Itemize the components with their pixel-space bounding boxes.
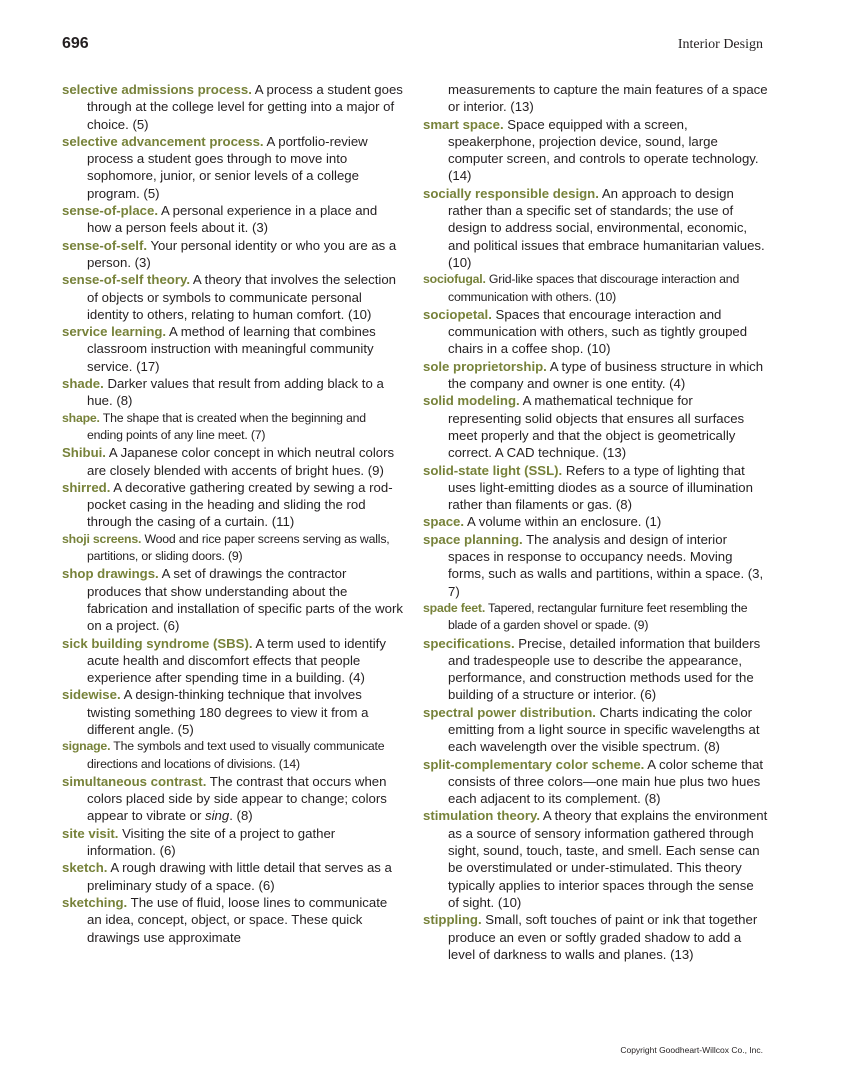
glossary-definition: A design-thinking technique that involves twisting something 180 degrees to view it from a different angle. (5) [87,687,369,737]
glossary-entry [62,81,404,133]
glossary-term: shape. [62,410,100,425]
glossary-term: simultaneous contrast. [62,773,207,789]
glossary-definition: A portfolio-review process a student goes through to move into sophomore, junior, or senior levels of a college program. (5) [87,133,368,201]
glossary-definition: Visiting the site of a project to gather information. (6) [87,825,336,859]
glossary-entry [423,116,768,185]
glossary-definition: Space equipped with a screen, speakerphone, projection device, sound, large computer screen, and controls to operate technology. (14) [448,116,759,184]
glossary-term: spectral power distribution. [423,704,596,720]
glossary-term: shoji screens. [62,531,142,546]
glossary-term: sidewise. [62,687,121,703]
glossary-entry [62,375,404,410]
glossary-entry [423,635,768,704]
glossary-definition: An approach to design rather than a specific set of standards; the use of design to address social, environmental, economic, and political issues that embrace humanitarian values. (10) [448,185,765,270]
glossary-definition: A personal experience in a place and how a person feels about it. (3) [87,203,378,236]
glossary-entry [423,756,768,808]
glossary-entry [423,600,768,635]
glossary-term: space planning. [423,531,523,547]
glossary-term: selective admissions process. [62,82,252,97]
glossary-definition: Precise, detailed information that builders and tradespeople use to describe the appearance, performance, and construction methods used for the building of a structure or interior. (6) [448,635,761,703]
glossary-entry [423,513,768,530]
glossary-definition: A theory that explains the environment as a source of sensory information gathered through sight, sound, touch, taste, and smell. Each sense can be overstimulated or under-stimulated. This theory typically applies to interior spaces through the sense of sight. (10) [448,808,768,910]
glossary-entry [62,894,404,946]
glossary-entry [62,133,404,202]
glossary-entry [423,306,768,358]
glossary-entry [62,323,404,375]
glossary-entry [423,807,768,911]
glossary-term: stimulation theory. [423,808,540,824]
glossary-definition: Wood and rice paper screens serving as walls, partitions, or sliding doors. (9) [87,531,390,564]
glossary-entry [62,410,404,445]
glossary-entry [62,479,404,531]
glossary-term: service learning. [62,324,167,340]
glossary-term: selective advancement process. [62,133,264,149]
glossary-entry [423,185,768,271]
glossary-entry [62,444,404,479]
page-number: 696 [62,35,89,52]
glossary-term: site visit. [62,825,119,841]
glossary-definition: A decorative gathering created by sewing a rod-pocket casing in the heading and sliding the rod through the casing of a curtain. (11) [87,479,393,530]
running-head: Interior Design [677,37,763,52]
glossary-entry [62,686,404,738]
glossary-term: sense-of-self theory. [62,272,190,288]
glossary-term: split-complementary color scheme. [423,756,645,772]
glossary-entry [62,773,404,825]
glossary-definition: Tapered, rectangular furniture feet resembling the blade of a garden shovel or spade. (9) [448,600,748,633]
glossary-definition: Grid-like spaces that discourage interaction and communication with others. (10) [448,272,740,304]
glossary-term: solid modeling. [423,393,520,409]
glossary-definition: A term used to identify acute health and discomfort effects that people experience after spending time in a building. (4) [87,635,386,686]
glossary-definition: measurements to capture the main features of a space or interior. (13) [448,82,768,115]
glossary-column-left [62,81,404,946]
glossary-entry [423,531,768,600]
glossary-definition-emphasis: sing [205,808,230,824]
glossary-definition: The analysis and design of interior spaces in response to occupancy needs. Moving forms, such as walls and partitions, within a space. (3, 7) [448,531,764,599]
glossary-entry [423,271,768,306]
glossary-term: solid-state light (SSL). [423,462,563,478]
glossary-definition: Spaces that encourage interaction and communication with others, such as tightly grouped chairs in a coffee shop. (10) [448,306,748,357]
glossary-definition: The use of fluid, loose lines to communicate an idea, concept, object, or space. These quick drawings use approximate [87,894,388,945]
glossary-term: shade. [62,376,104,392]
glossary-definition: The shape that is created when the beginning and ending points of any line meet. (7) [87,410,366,442]
glossary-definition: A theory that involves the selection of objects or symbols to communicate personal identity to others, relating to human comfort. (10) [87,272,396,322]
glossary-entry [62,859,404,894]
glossary-entry [62,635,404,687]
glossary-definition: A type of business structure in which the company and owner is one entity. (4) [448,358,764,392]
glossary-entry [62,202,404,237]
glossary-definition: The symbols and text used to visually communicate directions and locations of divisions. (14) [87,739,385,771]
glossary-definition: The contrast that occurs when colors placed side by side appear to change; colors appear to vibrate or [87,773,387,824]
glossary-entry [423,462,768,514]
glossary-term: sociopetal. [423,306,492,322]
glossary-term: shop drawings. [62,566,159,582]
glossary-term: smart space. [423,116,504,132]
glossary-term: sense-of-place. [62,203,159,219]
glossary-definition: Charts indicating the color emitting from a light source in specific wavelengths at each wavelength over the visible spectrum. (8) [448,704,760,755]
glossary-definition: A volume within an enclosure. (1) [464,514,662,530]
glossary-term: signage. [62,739,111,754]
glossary-definition-end: . (8) [229,808,253,824]
glossary-term: specifications. [423,635,515,651]
glossary-entry [423,392,768,461]
glossary-entry [62,271,404,323]
glossary-term: space. [423,514,465,530]
glossary-term: sense-of-self. [62,237,148,253]
glossary-term: sociofugal. [423,272,486,287]
glossary-definition: A process a student goes through at the college level for getting into a major of choice. (5) [87,82,403,132]
glossary-definition: A color scheme that consists of three colors—one main hue plus two hues each adjacent to its complement. (8) [448,756,764,807]
glossary-term: sketch. [62,860,108,876]
glossary-term: sketching. [62,894,128,910]
glossary-column-right [423,81,768,963]
glossary-definition: Your personal identity or who you are as a person. (3) [87,237,397,270]
glossary-definition: Small, soft touches of paint or ink that together produce an even or softly graded shadow to add a level of darkness to walls and planes. (13) [448,912,758,962]
glossary-entry [62,531,404,566]
glossary-definition: A rough drawing with little detail that serves as a preliminary study of a space. (6) [87,860,392,893]
glossary-entry [62,825,404,860]
glossary-definition: A set of drawings the contractor produces that show understanding about the fabrication and installation of specific parts of the work on a project. (6) [87,566,403,634]
glossary-entry [423,704,768,756]
glossary-definition: A method of learning that combines classroom instruction with meaningful community service. (17) [87,324,376,374]
glossary-definition: Darker values that result from adding black to a hue. (8) [87,376,384,409]
glossary-entry [62,738,404,773]
glossary-entry [62,565,404,634]
glossary-term: stippling. [423,912,482,928]
glossary-term: sick building syndrome (SBS). [62,635,253,651]
glossary-entry [62,237,404,272]
glossary-entry [423,911,768,963]
glossary-definition: Refers to a type of lighting that uses light-emitting diodes as a source of illumination rather than filaments or gas. (8) [448,462,753,513]
glossary-term: shirred. [62,479,111,495]
glossary-term: spade feet. [423,600,486,615]
glossary-entry [423,358,768,393]
glossary-term: Shibui. [62,445,106,461]
glossary-entry-continued [423,81,768,116]
copyright-notice: Copyright Goodheart-Willcox Co., Inc. [620,1045,763,1055]
glossary-definition: A mathematical technique for representing solid objects that ensures all surfaces meet properly and that the object is geometrically correct. A CAD technique. (13) [448,393,745,461]
glossary-definition: A Japanese color concept in which neutral colors are closely blended with accents of bright hues. (9) [87,445,395,478]
glossary-term: socially responsible design. [423,185,599,201]
glossary-term: sole proprietorship. [423,358,547,374]
